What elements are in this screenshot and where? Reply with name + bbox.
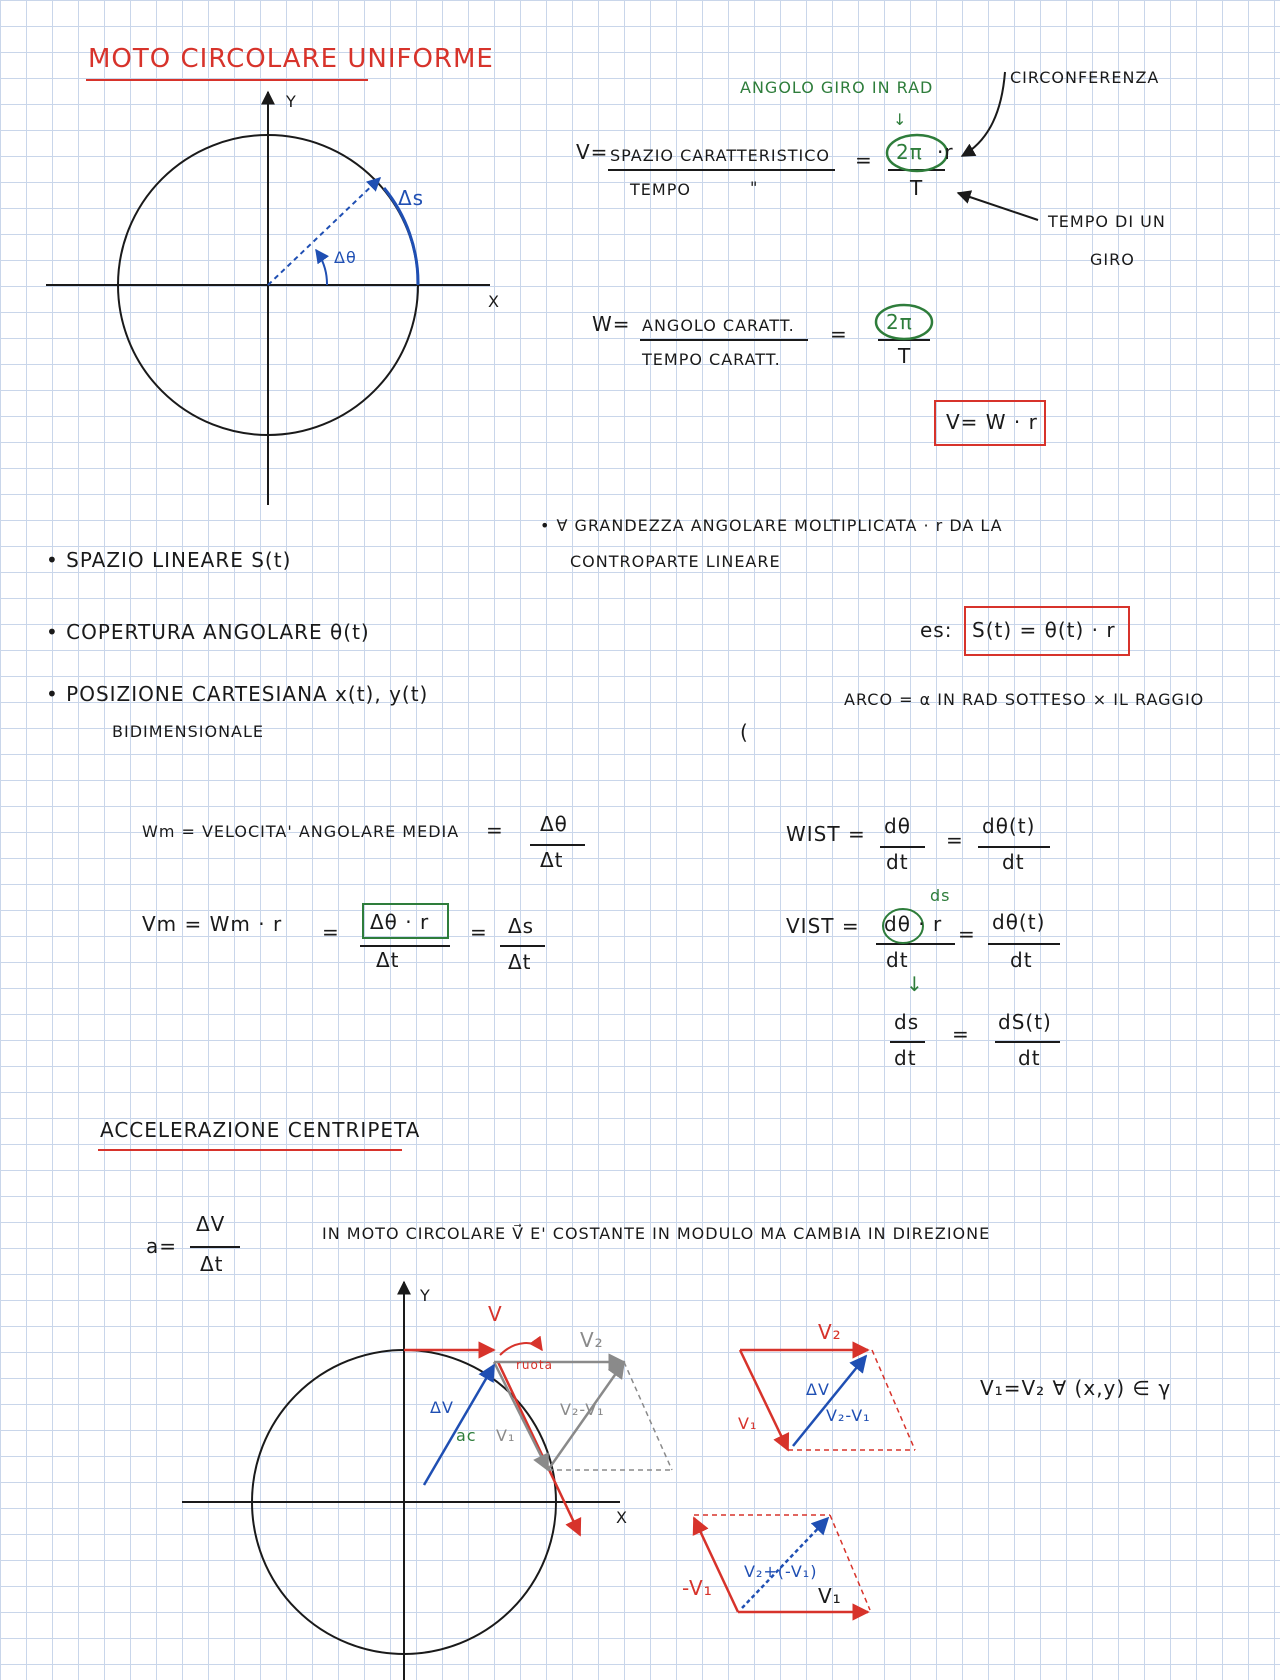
- fig2-rotate: ruota: [516, 1358, 553, 1372]
- bullet-right-2: CONTROPARTE LINEARE: [570, 552, 781, 571]
- vist-d3: dt: [894, 1046, 917, 1070]
- fig3-dv-sub: V₂-V₁: [826, 1406, 871, 1425]
- bullet-left-sub: BIDIMENSIONALE: [112, 722, 265, 741]
- fig3-neg-v1: -V₁: [682, 1576, 713, 1600]
- period-label-1: TEMPO DI UN: [1048, 212, 1166, 231]
- fig2-x-label: X: [616, 1508, 628, 1527]
- fig2-ac: ac: [456, 1426, 477, 1445]
- vist-d4: dt: [1018, 1046, 1041, 1070]
- v-w-r: V= W · r: [946, 410, 1038, 434]
- fig3-v1b: V₁: [818, 1584, 842, 1608]
- angle-note-arrow: ↓: [893, 110, 908, 129]
- wm-den: Δt: [540, 848, 564, 872]
- w-def-den: TEMPO CARATT.: [642, 350, 781, 369]
- circumference-label: CIRCONFERENZA: [1010, 68, 1160, 87]
- angle-note: ANGOLO GIRO IN RAD: [740, 78, 934, 97]
- v-def-r: ·r: [937, 140, 954, 164]
- v-def-ditto: ": [750, 178, 759, 197]
- fig2-v: V: [488, 1302, 503, 1326]
- fig3-v2: V₂: [818, 1320, 842, 1344]
- ds-label: Δs: [398, 186, 425, 210]
- page-title: MOTO CIRCOLARE UNIFORME: [88, 44, 494, 74]
- accel-title: ACCELERAZIONE CENTRIPETA: [100, 1118, 421, 1142]
- w-def-lhs: W=: [592, 312, 631, 336]
- vm-eq2: =: [470, 920, 488, 944]
- w-def-T: T: [898, 344, 912, 368]
- accel-note: IN MOTO CIRCOLARE V⃗ E' COSTANTE IN MODULO MA CAMBIA IN DIREZIONE: [322, 1224, 991, 1243]
- vist-n1: dθ · r: [884, 912, 943, 936]
- accel-den: Δt: [200, 1252, 224, 1276]
- v-def-den: TEMPO: [630, 180, 691, 199]
- vist-ds-small: ds: [930, 886, 951, 905]
- vm-lhs: Vm = Wm · r: [142, 912, 283, 936]
- wm-lhs: Wm = VELOCITA' ANGOLARE MEDIA: [142, 822, 460, 841]
- vist-d2: dt: [1010, 948, 1033, 972]
- fig2-y-label: Y: [420, 1286, 431, 1305]
- bullet-right-1: • ∀ GRANDEZZA ANGOLARE MOLTIPLICATA · r DA LA: [540, 516, 1003, 535]
- v-def-2pi: 2π: [896, 140, 923, 164]
- v-def-T: T: [910, 176, 924, 200]
- vm-den: Δt: [376, 948, 400, 972]
- bullet-left-2: • COPERTURA ANGOLARE θ(t): [46, 620, 370, 644]
- example-prefix: es:: [920, 618, 953, 642]
- vist-eq: =: [958, 922, 976, 946]
- equal-note: V₁=V₂ ∀ (x,y) ∈ γ: [980, 1376, 1172, 1400]
- vm-eq1: =: [322, 920, 340, 944]
- vist-n3: ds: [894, 1010, 920, 1034]
- dtheta-label: Δθ: [334, 248, 357, 267]
- wist-d1: dt: [886, 850, 909, 874]
- v-def-num: SPAZIO CARATTERISTICO: [610, 146, 830, 165]
- w-def-num: ANGOLO CARATT.: [642, 316, 795, 335]
- stray-mark: (: [740, 720, 749, 744]
- fig1-y-label: Y: [286, 92, 297, 111]
- bullet-left-3: • POSIZIONE CARTESIANA x(t), y(t): [46, 682, 429, 706]
- v-def-lines: [608, 72, 1038, 340]
- fig2-v2: V₂: [580, 1328, 604, 1352]
- v-def-eq: =: [855, 148, 873, 172]
- fig3-v1: V₁: [738, 1414, 758, 1433]
- vist-eq2: =: [952, 1022, 970, 1046]
- bullet-left-1: • SPAZIO LINEARE S(t): [46, 548, 292, 572]
- vist-lhs: VIST =: [786, 914, 860, 938]
- wist-n1: dθ: [884, 814, 911, 838]
- fig1-x-label: X: [488, 292, 500, 311]
- wist-d2: dt: [1002, 850, 1025, 874]
- wist-eq: =: [946, 828, 964, 852]
- vist-n4: dS(t): [998, 1010, 1052, 1034]
- circle-diagram-1: [46, 92, 490, 505]
- vist-arrow: ↓: [906, 972, 924, 996]
- fig3-dv: ΔV: [806, 1380, 830, 1399]
- wist-n2: dθ(t): [982, 814, 1036, 838]
- fig3-sum: V₂+(-V₁): [744, 1562, 818, 1581]
- fig2-v1: V₁: [496, 1426, 516, 1445]
- w-def-2pi: 2π: [886, 310, 913, 334]
- wm-num: Δθ: [540, 812, 568, 836]
- vm-num: Δθ · r: [370, 910, 430, 934]
- accel-lhs: a=: [146, 1234, 178, 1258]
- w-def-eq: =: [830, 322, 848, 346]
- wist-lhs: WIST =: [786, 822, 866, 846]
- arc-note: ARCO = α IN RAD SOTTESO × IL RAGGIO: [844, 690, 1205, 709]
- fig2-dv: ΔV: [430, 1398, 454, 1417]
- vist-d1: dt: [886, 948, 909, 972]
- accel-num: ΔV: [196, 1212, 226, 1236]
- v-def-lhs: V=: [576, 140, 609, 164]
- vist-n2: dθ(t): [992, 910, 1046, 934]
- vm-num2: Δs: [508, 914, 535, 938]
- vector-diagram-1: [740, 1350, 915, 1450]
- wm-eq: =: [486, 818, 504, 842]
- fig2-dv-sub: V₂-V₁: [560, 1400, 605, 1419]
- period-label-2: GIRO: [1090, 250, 1135, 269]
- vm-den2: Δt: [508, 950, 532, 974]
- example-formula: S(t) = θ(t) · r: [972, 618, 1116, 642]
